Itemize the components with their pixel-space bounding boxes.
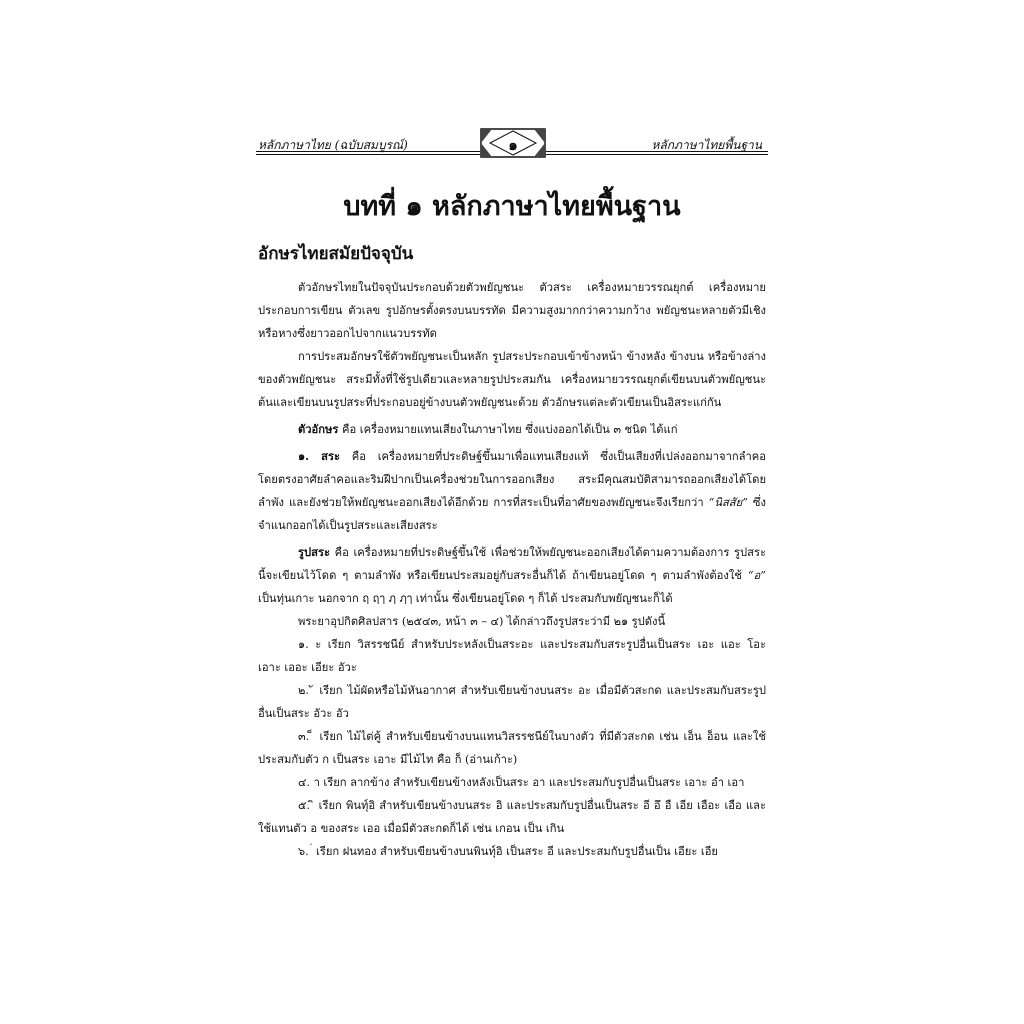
paragraph	[258, 541, 766, 610]
body-text	[258, 276, 766, 863]
paragraph-text: คือ เครื่องหมายแทนเสียงในภาษาไทย ซึ่งแบ่งออกได้เป็น ๓ ชนิด ได้แก่	[338, 423, 678, 436]
paragraph: พระยาอุปกิตศิลปสาร (๒๕๔๓, หน้า ๓ – ๔) ได้กล่าวถึงรูปสระว่ามี ๒๑ รูปดังนี้	[298, 615, 666, 628]
paragraph-text: คือ เครื่องหมายที่ประดิษฐ์ขึ้นใช้ เพื่อช่วยให้พยัญชนะออกเสียงได้ตามความต้องการ รูปสระนี้จะเขียนไว้โดด ๆ ตามลำพัง หรือเขียนประสมอยู่กับสระอื่นก็ได้ ถ้าเขียนอยู่โดด ๆ ตามลำพังต้องใช้	[258, 546, 766, 582]
term-bold: ๑. สระ	[298, 449, 340, 463]
paragraph-text: คือ เครื่องหมายที่ประดิษฐ์ขึ้นมาเพื่อแทนเสียงแท้ ซึ่งเป็นเสียงที่เปล่งออกมาจากลำคอโดยตรงอาศัยลำคอและริมฝีปากเป็นเครื่องช่วยในการออกเสียง สระมีคุณสมบัติสามารถออกเสียงได้โดยลำพัง และยังช่วยให้พยัญชนะออกเสียงได้อีกด้วย การที่สระเป็นที่อาศัยของพยัญชนะจึงเรียกว่า	[258, 450, 766, 509]
term-bold: รูปสระ	[298, 545, 330, 559]
term-italic: “นิสสัย”	[708, 496, 748, 509]
paragraph: ตัวอักษรไทยในปัจจุบันประกอบด้วยตัวพยัญชนะ ตัวสระ เครื่องหมายวรรณยุกต์ เครื่องหมายประกอบการเขียน ตัวเลข รูปอักษรตั้งตรงบนบรรทัด มีความสูงมากกว่าความกว้าง พยัญชนะหลายตัวมีเชิงหรือหางซึ่งยาวออกไปจากแนวบรรทัด	[258, 281, 766, 340]
section-heading: อักษรไทยสมัยปัจจุบัน	[258, 244, 414, 264]
list-item: ๔. า เรียก ลากข้าง สำหรับเขียนข้างหลังเป็นสระ อา และประสมกับรูปอื่นเป็นสระ เอาะ อำ เอา	[298, 776, 745, 789]
term-bold: ตัวอักษร	[298, 422, 339, 436]
list-item: ๕. ิ เรียก พินทุ์อิ สำหรับเขียนข้างบนสระ อิ และประสมกับรูปอื่นเป็นสระ อี อึ อื เอีย เอือะ เอือ และใช้แทนตัว อ ของสระ เออ เมื่อมีตัวสะกดก็ได้ เช่น เกอน เป็น เกิน	[258, 799, 766, 835]
page-number-box	[480, 128, 546, 158]
list-item: ๓. ็ เรียก ไม้ไต่คู้ สำหรับเขียนข้างบนแทนวิสรรชนีย์ในบางตัว ที่มีตัวสะกด เช่น เอ็น อ็อน และใช้ประสมกับตัว ก เป็นสระ เอาะ มีไม้ไท คือ ก็ (อ่านเก้าะ)	[258, 730, 766, 766]
paragraph	[258, 418, 766, 441]
running-header-left: หลักภาษาไทย (ฉบับสมบูรณ์)	[258, 138, 408, 152]
paragraph: การประสมอักษรใช้ตัวพยัญชนะเป็นหลัก รูปสระประกอบเข้าข้างหน้า ข้างหลัง ข้างบน หรือข้างล่างของตัวพยัญชนะ สระมีทั้งที่ใช้รูปเดียวและหลายรูปประสมกัน เครื่องหมายวรรณยุกต์เขียนบนตัวพยัญชนะต้นและเขียนบนรูปสระที่ประกอบอยู่ข้างบนตัวพยัญชนะด้วย ตัวอักษรแต่ละตัวเขียนเป็นอิสระแก่กัน	[258, 350, 766, 409]
list-item: ๖. ่ เรียก ฝนทอง สำหรับเขียนข้างบนพินทุ์อิ เป็นสระ อี และประสมกับรูปอื่นเป็น เอียะ เอีย	[298, 845, 718, 858]
running-header-right: หลักภาษาไทยพื้นฐาน	[651, 138, 762, 152]
chapter-title: บทที่ ๑ หลักภาษาไทยพื้นฐาน	[343, 191, 681, 222]
list-item: ๑. ะ เรียก วิสรรชนีย์ สำหรับประหลังเป็นสระอะ และประสมกับสระรูปอื่นเป็นสระ เอะ แอะ โอะ เอาะ เออะ เอียะ อัวะ	[258, 638, 766, 674]
paragraph-text: เป็นทุ่นเกาะ นอกจาก ฤ ฤๅ ฦ ฦๅ เท่านั้น ซึ่งเขียนอยู่โดด ๆ ก็ได้ ประสมกับพยัญชนะก็ได้	[258, 592, 673, 605]
paragraph	[258, 445, 766, 537]
list-item: ๒. ั เรียก ไม้ผัดหรือไม้หันอากาศ สำหรับเขียนข้างบนสระ อะ เมื่อมีตัวสะกด และประสมกับสระรูปอื่นเป็นสระ อัวะ อัว	[258, 684, 766, 720]
term-italic: “อ”	[747, 569, 766, 582]
page-number: ๑	[508, 136, 518, 154]
paragraph-text: ซึ่งจำแนกออกได้เป็นรูปสระและเสียงสระ	[258, 496, 766, 532]
